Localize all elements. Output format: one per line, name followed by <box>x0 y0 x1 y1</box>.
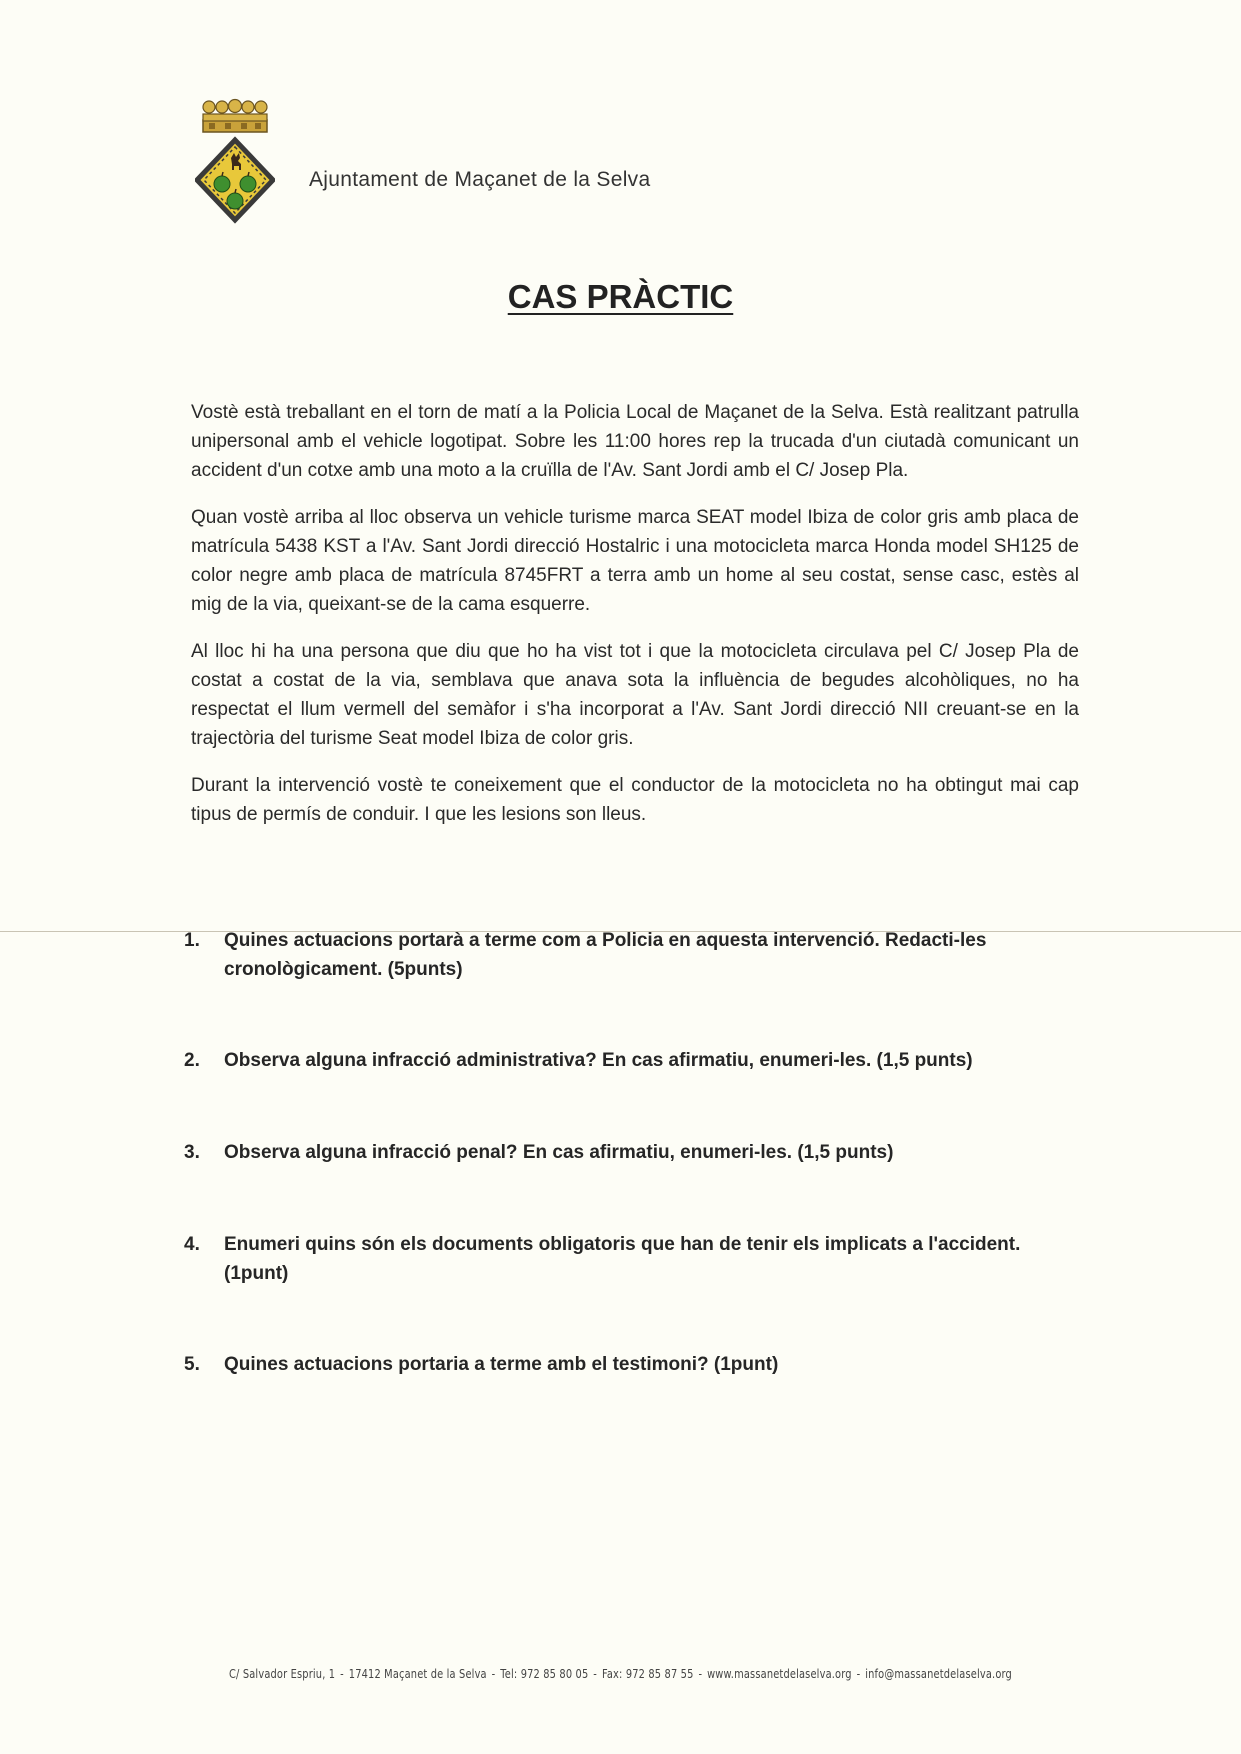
question-text: Quines actuacions portarà a terme com a Policia en aquesta intervenció. Redacti-les cronològicament. (5punts) <box>224 930 987 980</box>
footer-website: www.massanetdelaselva.org <box>707 1667 852 1681</box>
footer-fax: Fax: 972 85 87 55 <box>601 1667 694 1681</box>
municipal-coat-of-arms-icon <box>195 98 275 228</box>
question-item <box>184 1230 1084 1288</box>
question-item <box>184 926 1084 984</box>
footer-address: C/ Salvador Espriu, 1 <box>229 1667 336 1681</box>
letterhead <box>195 98 795 238</box>
question-number: 3. <box>184 1142 200 1163</box>
question-number: 2. <box>184 1050 200 1071</box>
question-number: 5. <box>184 1354 200 1375</box>
question-list <box>184 926 1084 1379</box>
organization-name: Ajuntament de Maçanet de la Selva <box>309 168 651 191</box>
question-number: 1. <box>184 930 200 951</box>
page-title <box>0 278 1241 316</box>
question-item <box>184 1350 1084 1379</box>
footer-phone: Tel: 972 85 80 05 <box>500 1667 589 1681</box>
case-description <box>191 398 1079 847</box>
case-paragraph: Vostè està treballant en el torn de matí a la Policia Local de Maçanet de la Selva. Està realitzant patrulla unipersonal amb el vehicle logotipat. Sobre les 11:00 hores rep la trucada d'un ciutadà comunicant un accident d'un cotxe amb una moto a la cruïlla de l'Av. Sant Jordi amb el C/ Josep Pla. <box>191 402 1079 481</box>
question-text: Observa alguna infracció penal? En cas afirmatiu, enumeri-les. (1,5 punts) <box>224 1142 894 1163</box>
question-text: Quines actuacions portaria a terme amb el testimoni? (1punt) <box>224 1354 779 1375</box>
case-paragraph: Durant la intervenció vostè te coneixement que el conductor de la motocicleta no ha obtingut mai cap tipus de permís de conduir. I que les lesions son lleus. <box>191 775 1079 825</box>
case-paragraph: Quan vostè arriba al lloc observa un vehicle turisme marca SEAT model Ibiza de color gris amb placa de matrícula 5438 KST a l'Av. Sant Jordi direcció Hostalric i una motocicleta marca Honda model SH125 de color negre amb placa de matrícula 8745FRT a terra amb un home al seu costat, sense casc, estès al mig de la via, queixant-se de la cama esquerre. <box>191 507 1079 615</box>
page-footer: C/ Salvador Espriu, 1 - 17412 Maçanet de la Selva - Tel: 972 85 80 05 - Fax: 972 85 87 55 - www.massanetdelaselva.org - info@massanetdelaselva.org <box>229 1667 1012 1681</box>
page-title-text: CAS PRÀCTIC <box>507 278 734 315</box>
question-text: Observa alguna infracció administrativa? En cas afirmatiu, enumeri-les. (1,5 punts) <box>224 1050 973 1071</box>
question-number: 4. <box>184 1234 200 1255</box>
question-text: Enumeri quins són els documents obligatoris que han de tenir els implicats a l'accident. (1punt) <box>224 1234 1021 1284</box>
footer-email: info@massanetdelaselva.org <box>865 1667 1012 1681</box>
footer-postal: 17412 Maçanet de la Selva <box>348 1667 487 1681</box>
case-paragraph: Al lloc hi ha una persona que diu que ho ha vist tot i que la motocicleta circulava pel C/ Josep Pla de costat a costat de la via, semblava que anava sota la influència de begudes alcohòliques, no ha respectat el llum vermell del semàfor i s'ha incorporat a l'Av. Sant Jordi direcció NII creuant-se en la trajectòria del turisme Seat model Ibiza de color gris. <box>191 641 1079 749</box>
question-item <box>184 1046 1084 1075</box>
question-item <box>184 1138 1084 1167</box>
